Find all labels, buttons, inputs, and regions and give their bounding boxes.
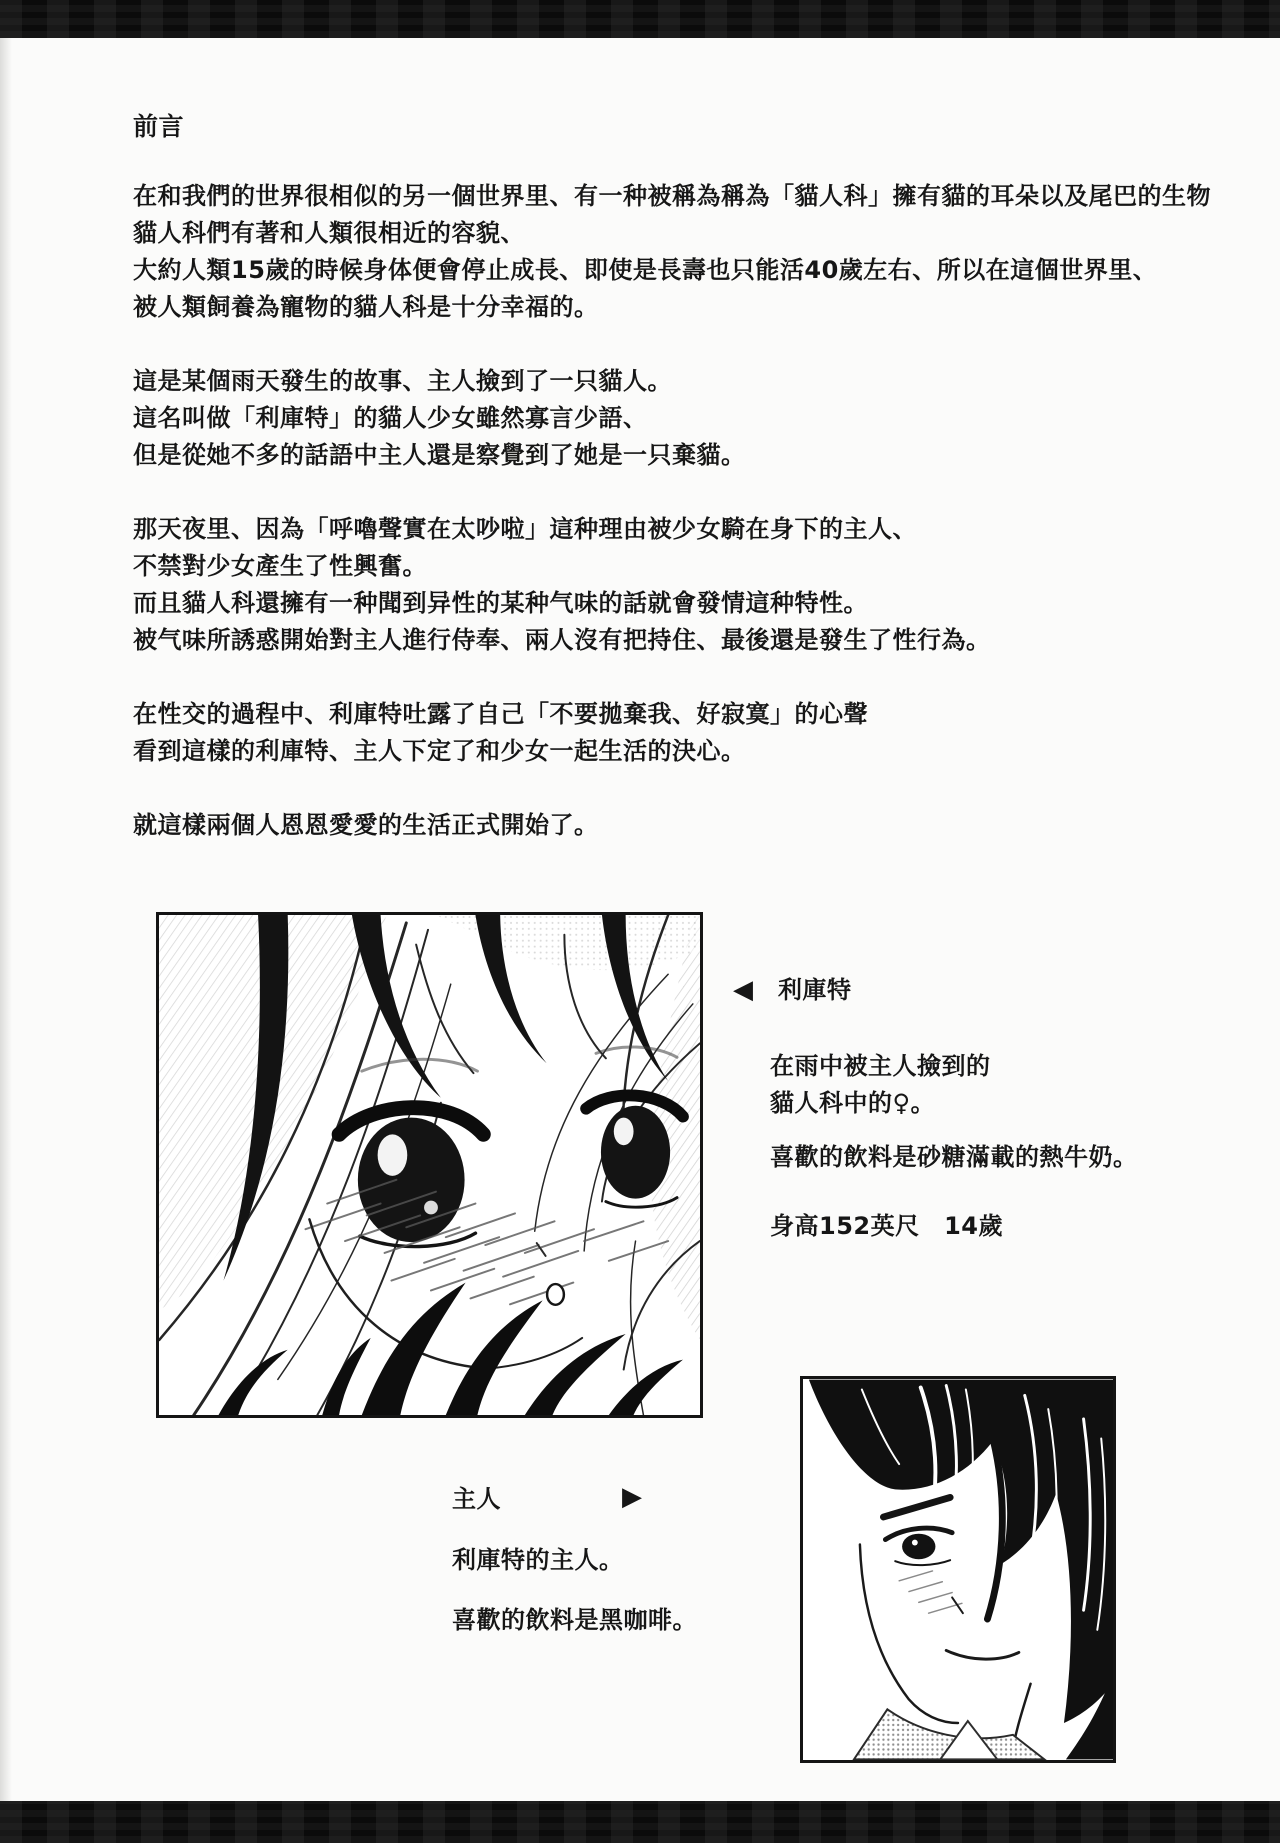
preface-line: 在和我們的世界很相似的另一個世界里、有一种被稱為稱為「貓人科」擁有貓的耳朵以及尾巴的生物 xyxy=(133,182,1211,210)
rikuto-name-label: 利庫特 xyxy=(778,976,852,1004)
rikuto-stats-line: 身高152英尺 14歲 xyxy=(770,1212,1003,1240)
master-name-label: 主人 xyxy=(452,1485,501,1513)
preface-line: 被气味所誘惑開始對主人進行侍奉、兩人沒有把持住、最後還是發生了性行為。 xyxy=(133,626,991,654)
rikuto-illustration xyxy=(156,912,703,1418)
master-desc-line: 利庫特的主人。 xyxy=(452,1546,624,1574)
preface-line: 被人類飼養為寵物的貓人科是十分幸福的。 xyxy=(133,293,599,321)
master-drink-line: 喜歡的飲料是黑咖啡。 xyxy=(452,1606,697,1634)
preface-line: 貓人科們有著和人類很相近的容貌、 xyxy=(133,219,525,247)
bottom-scan-bar xyxy=(0,1801,1280,1843)
preface-line: 大約人類15歲的時候身体便會停止成長、即使是長壽也只能活40歲左右、所以在這個世界里、 xyxy=(133,256,1158,284)
left-edge-shadow xyxy=(0,38,12,1801)
rikuto-drink-line: 喜歡的飲料是砂糖滿載的熱牛奶。 xyxy=(770,1143,1138,1171)
top-scan-bar xyxy=(0,0,1280,38)
preface-line: 看到這樣的利庫特、主人下定了和少女一起生活的決心。 xyxy=(133,737,746,765)
master-illustration-art xyxy=(803,1379,1113,1760)
master-illustration xyxy=(800,1376,1116,1763)
left-arrow-icon: ◀ xyxy=(733,975,754,1005)
preface-line: 那天夜里、因為「呼嚕聲實在太吵啦」這种理由被少女騎在身下的主人、 xyxy=(133,515,917,543)
preface-line: 而且貓人科還擁有一种聞到异性的某种气味的話就會發情這种特性。 xyxy=(133,589,868,617)
preface-line: 就這樣兩個人恩恩愛愛的生活正式開始了。 xyxy=(133,811,599,839)
page-title: 前言 xyxy=(133,112,185,141)
rikuto-desc-line: 在雨中被主人撿到的 xyxy=(770,1052,991,1080)
preface-line: 不禁對少女產生了性興奮。 xyxy=(133,552,427,580)
preface-line: 但是從她不多的話語中主人還是察覺到了她是一只棄貓。 xyxy=(133,441,746,469)
preface-line: 這名叫做「利庫特」的貓人少女雖然寡言少語、 xyxy=(133,404,648,432)
preface-line: 在性交的過程中、利庫特吐露了自己「不要拋棄我、好寂寞」的心聲 xyxy=(133,700,868,728)
right-arrow-icon: ▶ xyxy=(622,1482,643,1512)
preface-line: 這是某個雨天發生的故事、主人撿到了一只貓人。 xyxy=(133,367,672,395)
rikuto-illustration-art xyxy=(159,915,700,1415)
rikuto-desc-line: 貓人科中的♀。 xyxy=(770,1089,936,1117)
